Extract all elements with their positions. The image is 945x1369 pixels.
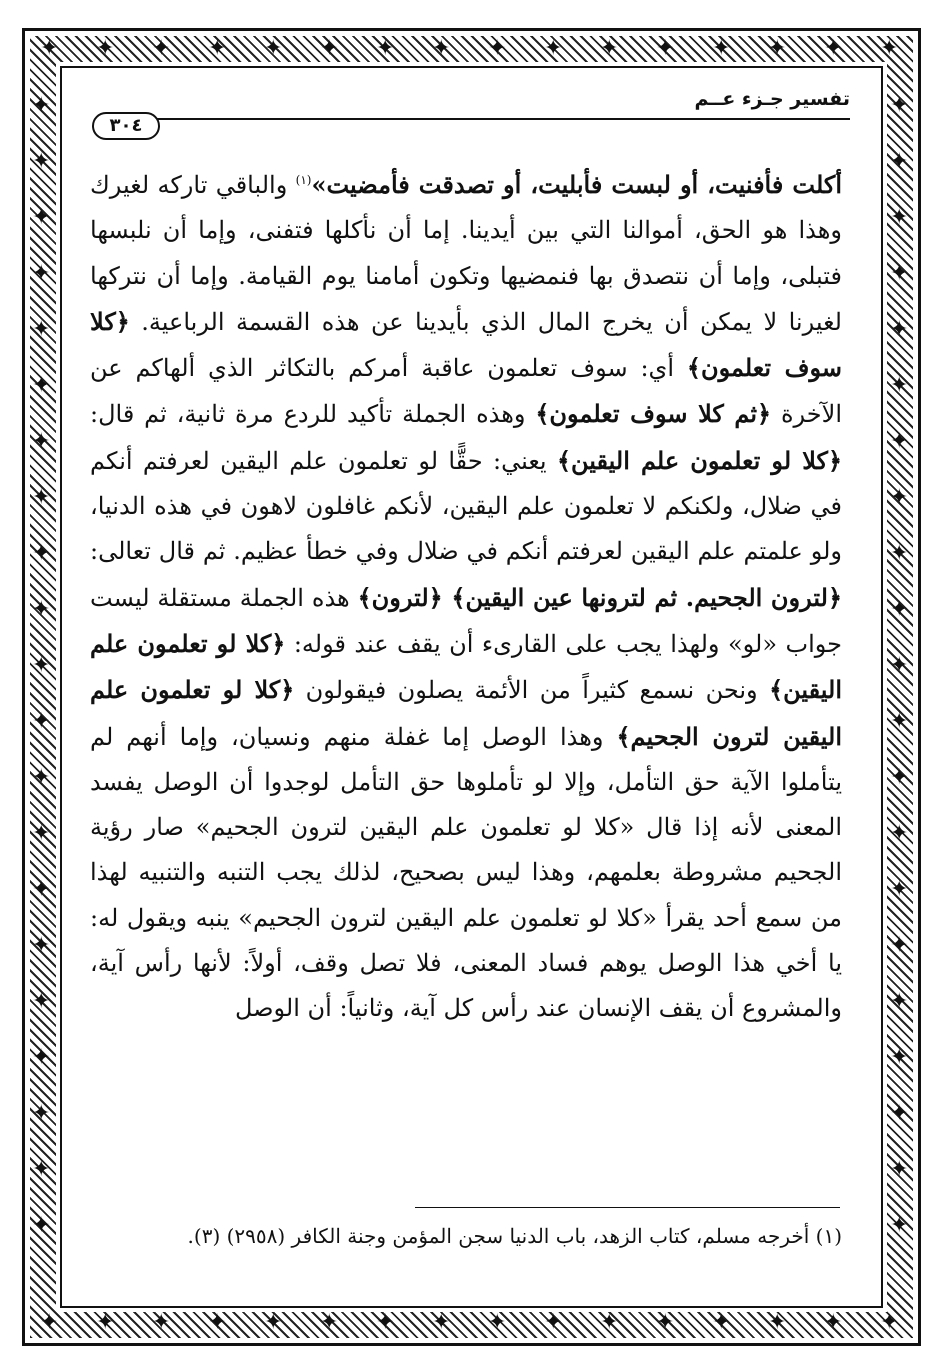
- ornament-star-icon: ✦: [376, 1310, 395, 1335]
- ornament-star-icon: ✦: [544, 36, 563, 61]
- ornament-star-icon: ✦: [32, 1101, 51, 1126]
- ornament-star-icon: ✦: [208, 36, 227, 61]
- page-number: ٣٠٤: [92, 112, 160, 140]
- quran-verse-bold: ﴿لترون الجحيم. ثم لترونها عين اليقين﴾ ﴿لترون﴾: [357, 582, 843, 612]
- body-segment: وهذا الوصل إما غفلة منهم ونسيان، وإما أنهم لم يتأملوا الآية حق التأمل، وإلا لو تأملوها حق التأمل لوجدوا أن الوصل يفسد المعنى لأنه إذا قال «كلا لو تعلمون علم اليقين لترون الجحيم» صار رؤية الجحيم مشروطة بعلمهم، وهذا ليس بصحيح، لذلك يجب التنبه والتنبيه لهذا من سمع أحد يقرأ «كلا لو تعلمون علم اليقين لترون الجحيم» ينبه ويقول له: يا أخي هذا الوصل يوهم فساد المعنى، فلا تصل وقف، أولاً: لأنها رأس آية، والمشروع أن يقف الإنسان عند رأس كل آية، وثانياً: أن الوصل: [90, 722, 842, 1023]
- ornament-star-icon: ✦: [656, 36, 675, 61]
- ornament-star-icon: ✦: [32, 1157, 51, 1182]
- ornament-star-icon: ✦: [32, 541, 51, 566]
- body-segment: وهذه الجملة تأكيد للردع مرة ثانية، ثم قال:: [90, 400, 536, 429]
- ornament-star-icon: ✦: [768, 36, 787, 61]
- ornament-star-icon: ✦: [32, 1045, 51, 1070]
- ornament-star-icon: ✦: [890, 261, 909, 286]
- quran-verse-bold: ﴿كلا سوف تعلمون﴾: [90, 306, 843, 383]
- ornament-star-icon: ✦: [320, 36, 339, 61]
- ornament-star-icon: ✦: [32, 653, 51, 678]
- ornament-star-icon: ✦: [890, 1157, 909, 1182]
- quran-verse-bold: أكلت فأفنيت، أو لبست فأبليت، أو تصدقت فأمضيت»: [311, 170, 842, 199]
- body-segment: أي: سوف تعلمون عاقبة أمركم بالتكاثر الذي ألهاكم عن الآخرة: [90, 354, 842, 429]
- quran-verse-bold: ﴿كلا لو تعلمون علم اليقين لترون الجحيم﴾: [90, 675, 842, 751]
- ornament-star-icon: ✦: [880, 36, 899, 61]
- body-text: [90, 158, 842, 1032]
- ornament-star-icon: ✦: [32, 261, 51, 286]
- ornament-star-icon: ✦: [890, 541, 909, 566]
- ornament-star-icon: ✦: [488, 36, 507, 61]
- ornament-star-icon: ✦: [32, 821, 51, 846]
- ornament-star-icon: ✦: [32, 1213, 51, 1238]
- ornament-star-icon: ✦: [768, 1310, 787, 1335]
- body-segment: والباقي تاركه لغيرك وهذا هو الحق، أموالنا التي بين أيدينا. إما أن نأكلها فتفنى، وإما أن نلبسها فتبلى، وإما أن نتصدق بها فنمضيها وتكون أمامنا يوم القيامة. وإما أن نتركها لغيرنا لا يمكن أن يخرج المال الذي بأيدينا عن هذه القسمة الرباعية.: [90, 171, 842, 336]
- ornament-star-icon: ✦: [890, 93, 909, 118]
- ornament-star-icon: ✦: [32, 989, 51, 1014]
- ornament-star-icon: ✦: [32, 933, 51, 958]
- ornament-star-icon: ✦: [96, 1310, 115, 1335]
- ornament-star-icon: ✦: [32, 205, 51, 230]
- ornament-star-icon: ✦: [264, 1310, 283, 1335]
- ornament-star-icon: ✦: [32, 485, 51, 510]
- ornament-star-icon: ✦: [890, 933, 909, 958]
- ornament-star-icon: ✦: [152, 36, 171, 61]
- ornament-star-icon: ✦: [712, 1310, 731, 1335]
- ornament-star-icon: ✦: [890, 989, 909, 1014]
- ornament-star-icon: ✦: [32, 373, 51, 398]
- ornament-star-icon: ✦: [208, 1310, 227, 1335]
- header-rule: [140, 118, 850, 120]
- ornament-star-icon: ✦: [32, 93, 51, 118]
- footnote-rule: [415, 1207, 840, 1208]
- ornament-star-icon: ✦: [890, 653, 909, 678]
- ornament-star-icon: ✦: [890, 709, 909, 734]
- ornament-star-icon: ✦: [600, 36, 619, 61]
- ornament-star-icon: ✦: [32, 709, 51, 734]
- ornament-star-icon: ✦: [264, 36, 283, 61]
- ornament-star-icon: ✦: [890, 205, 909, 230]
- ornament-star-icon: ✦: [96, 36, 115, 61]
- body-segment: هذه الجملة مستقلة ليست جواب «لو» ولهذا يجب على القارىء أن يقف عند قوله:: [90, 583, 842, 658]
- ornament-star-icon: ✦: [432, 36, 451, 61]
- ornament-star-icon: ✦: [712, 36, 731, 61]
- ornament-star-icon: ✦: [890, 1101, 909, 1126]
- ornament-star-icon: ✦: [32, 765, 51, 790]
- ornament-star-icon: ✦: [890, 429, 909, 454]
- ornament-star-icon: ✦: [376, 36, 395, 61]
- ornament-star-icon: ✦: [890, 485, 909, 510]
- ornament-star-icon: ✦: [890, 821, 909, 846]
- ornament-star-icon: ✦: [890, 877, 909, 902]
- ornament-star-icon: ✦: [890, 1045, 909, 1070]
- ornament-star-icon: ✦: [432, 1310, 451, 1335]
- ornament-star-icon: ✦: [320, 1310, 339, 1335]
- ornament-star-icon: ✦: [32, 317, 51, 342]
- ornament-star-icon: ✦: [152, 1310, 171, 1335]
- footnote: (١) أخرجه مسلم، كتاب الزهد، باب الدنيا سجن المؤمن وجنة الكافر (٢٩٥٨) (٣).: [187, 1224, 842, 1248]
- quran-verse-bold: ﴿كلا لو تعلمون علم اليقين﴾: [90, 628, 842, 705]
- ornament-star-icon: ✦: [890, 373, 909, 398]
- body-segment: يعني: حقًّا لو تعلمون علم اليقين لعرفتم أنكم في ضلال، ولكنكم لا تعلمون علم اليقين، لأنكم غافلون لاهون في هذه الدنيا، ولو علمتم علم اليقين لعرفتم أنكم في ضلال وفي خطأ عظيم. ثم قال تعالى:: [90, 446, 842, 566]
- ornament-star-icon: ✦: [656, 1310, 675, 1335]
- ornament-star-icon: ✦: [488, 1310, 507, 1335]
- ornament-star-icon: ✦: [32, 877, 51, 902]
- ornament-star-icon: ✦: [890, 317, 909, 342]
- ornament-star-icon: ✦: [40, 36, 59, 61]
- ornament-star-icon: ✦: [824, 1310, 843, 1335]
- running-header-title: تفسير جـزء عــم: [694, 88, 850, 110]
- ornament-star-icon: ✦: [880, 1310, 899, 1335]
- body-segment: ونحن نسمع كثيراً من الأئمة يصلون فيقولون: [294, 676, 770, 705]
- ornament-star-icon: ✦: [890, 597, 909, 622]
- ornament-star-icon: ✦: [32, 149, 51, 174]
- ornament-star-icon: ✦: [544, 1310, 563, 1335]
- ornament-star-icon: ✦: [32, 429, 51, 454]
- ornament-star-icon: ✦: [890, 149, 909, 174]
- quran-verse-bold: ﴿كلا لو تعلمون علم اليقين﴾: [556, 445, 843, 475]
- body-paragraph: [90, 158, 842, 1032]
- quran-verse-bold: ﴿ثم كلا سوف تعلمون﴾: [535, 399, 772, 429]
- ornament-star-icon: ✦: [824, 36, 843, 61]
- ornament-star-icon: ✦: [40, 1310, 59, 1335]
- ornament-star-icon: ✦: [32, 597, 51, 622]
- ornament-star-icon: ✦: [890, 765, 909, 790]
- footnote-reference: (١): [295, 173, 312, 187]
- ornament-star-icon: ✦: [890, 1213, 909, 1238]
- ornament-star-icon: ✦: [600, 1310, 619, 1335]
